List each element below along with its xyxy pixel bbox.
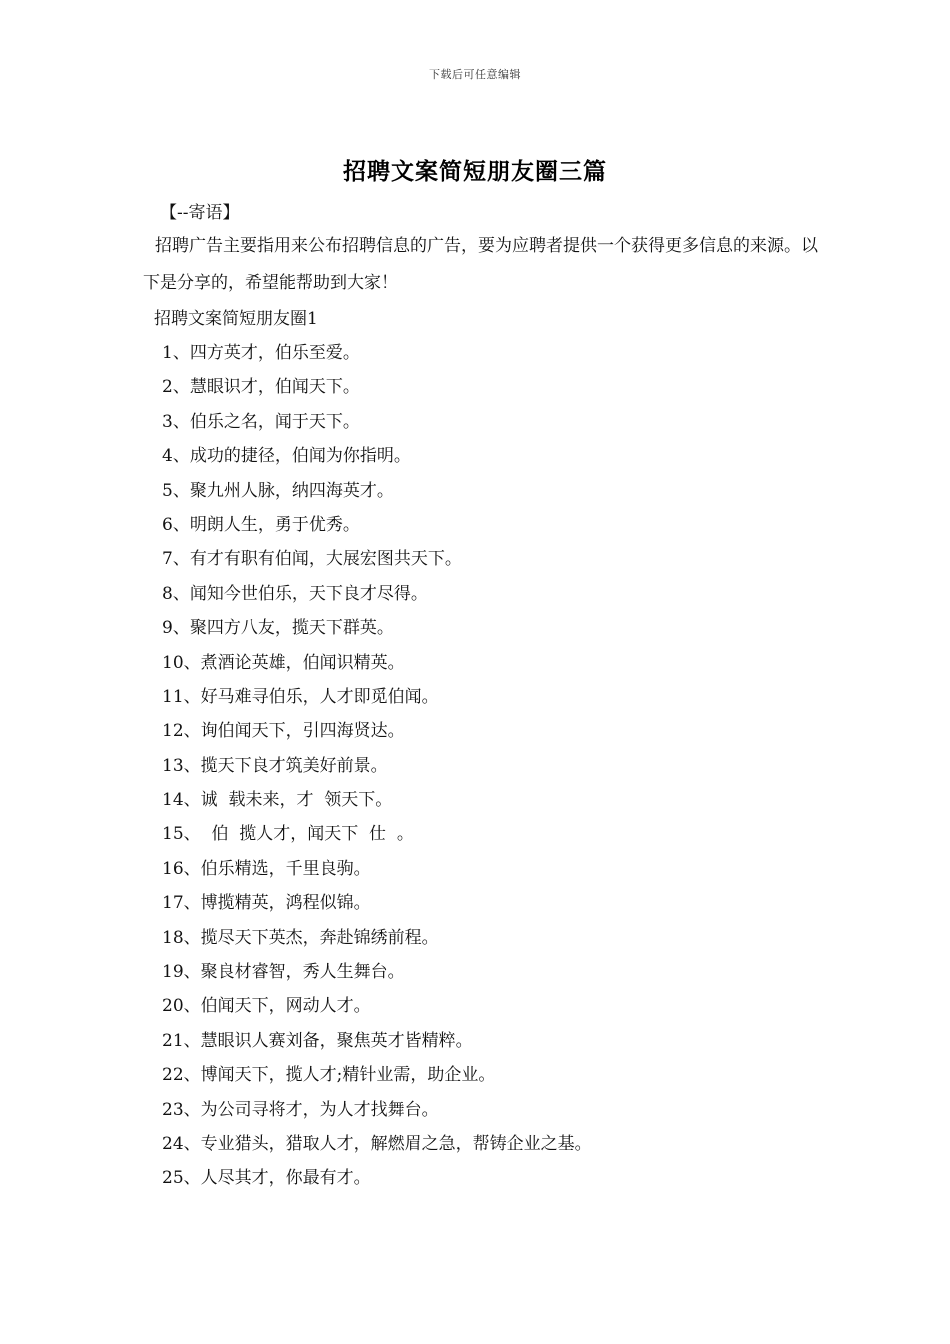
list-item: 22、博闻天下，揽人才;精针业需，助企业。: [162, 1065, 496, 1086]
list-item: 14、诚 载未来，才 领天下。: [162, 790, 393, 811]
list-item: 16、伯乐精选，千里良驹。: [162, 858, 371, 879]
slogan-list: [162, 336, 592, 1196]
list-item: 23、为公司寻将才，为人才找舞台。: [162, 1099, 439, 1120]
list-item: 3、伯乐之名，闻于天下。: [162, 411, 360, 432]
list-item: 20、伯闻天下，网动人才。: [162, 996, 371, 1017]
list-item: 11、好马难寻伯乐，人才即觅伯闻。: [162, 686, 439, 707]
document-title: 招聘文案简短朋友圈三篇: [343, 158, 607, 185]
list-item: 10、煮酒论英雄，伯闻识精英。: [162, 652, 405, 673]
list-item: 7、有才有职有伯闻，大展宏图共天下。: [162, 549, 462, 570]
list-item: 5、聚九州人脉，纳四海英才。: [162, 480, 394, 501]
header-note: 下载后可任意编辑: [429, 68, 521, 81]
list-item: 2、慧眼识才，伯闻天下。: [162, 377, 360, 398]
list-item: 4、成功的捷径，伯闻为你指明。: [162, 446, 411, 467]
list-item: 19、聚良材睿智，秀人生舞台。: [162, 962, 405, 983]
list-item: 15、 伯 揽人才，闻天下 仕 。: [162, 824, 414, 845]
list-item: 25、人尽其才，你最有才。: [162, 1168, 371, 1189]
list-item: 8、闻知今世伯乐，天下良才尽得。: [162, 583, 428, 604]
list-item: 24、专业猎头，猎取人才，解燃眉之急，帮铸企业之基。: [162, 1133, 592, 1154]
list-item: 1、四方英才，伯乐至爱。: [162, 343, 360, 363]
subheading: 招聘文案简短朋友圈1: [154, 309, 318, 329]
list-item: 9、聚四方八友，揽天下群英。: [162, 618, 394, 639]
list-item: 17、博揽精英，鸿程似锦。: [162, 893, 371, 914]
list-item: 12、询伯闻天下，引四海贤达。: [162, 721, 405, 742]
list-item: 18、揽尽天下英杰，奔赴锦绣前程。: [162, 927, 439, 948]
section-label: 【--寄语】: [160, 203, 240, 223]
list-item: 21、慧眼识人赛刘备，聚焦英才皆精粹。: [162, 1030, 473, 1051]
intro-paragraph: 招聘广告主要指用来公布招聘信息的广告，要为应聘者提供一个获得更多信息的来源。以下是分享的，希望能帮助到大家！: [143, 236, 818, 293]
list-item: 13、揽天下良才筑美好前景。: [162, 755, 388, 776]
list-item: 6、明朗人生，勇于优秀。: [162, 514, 360, 535]
